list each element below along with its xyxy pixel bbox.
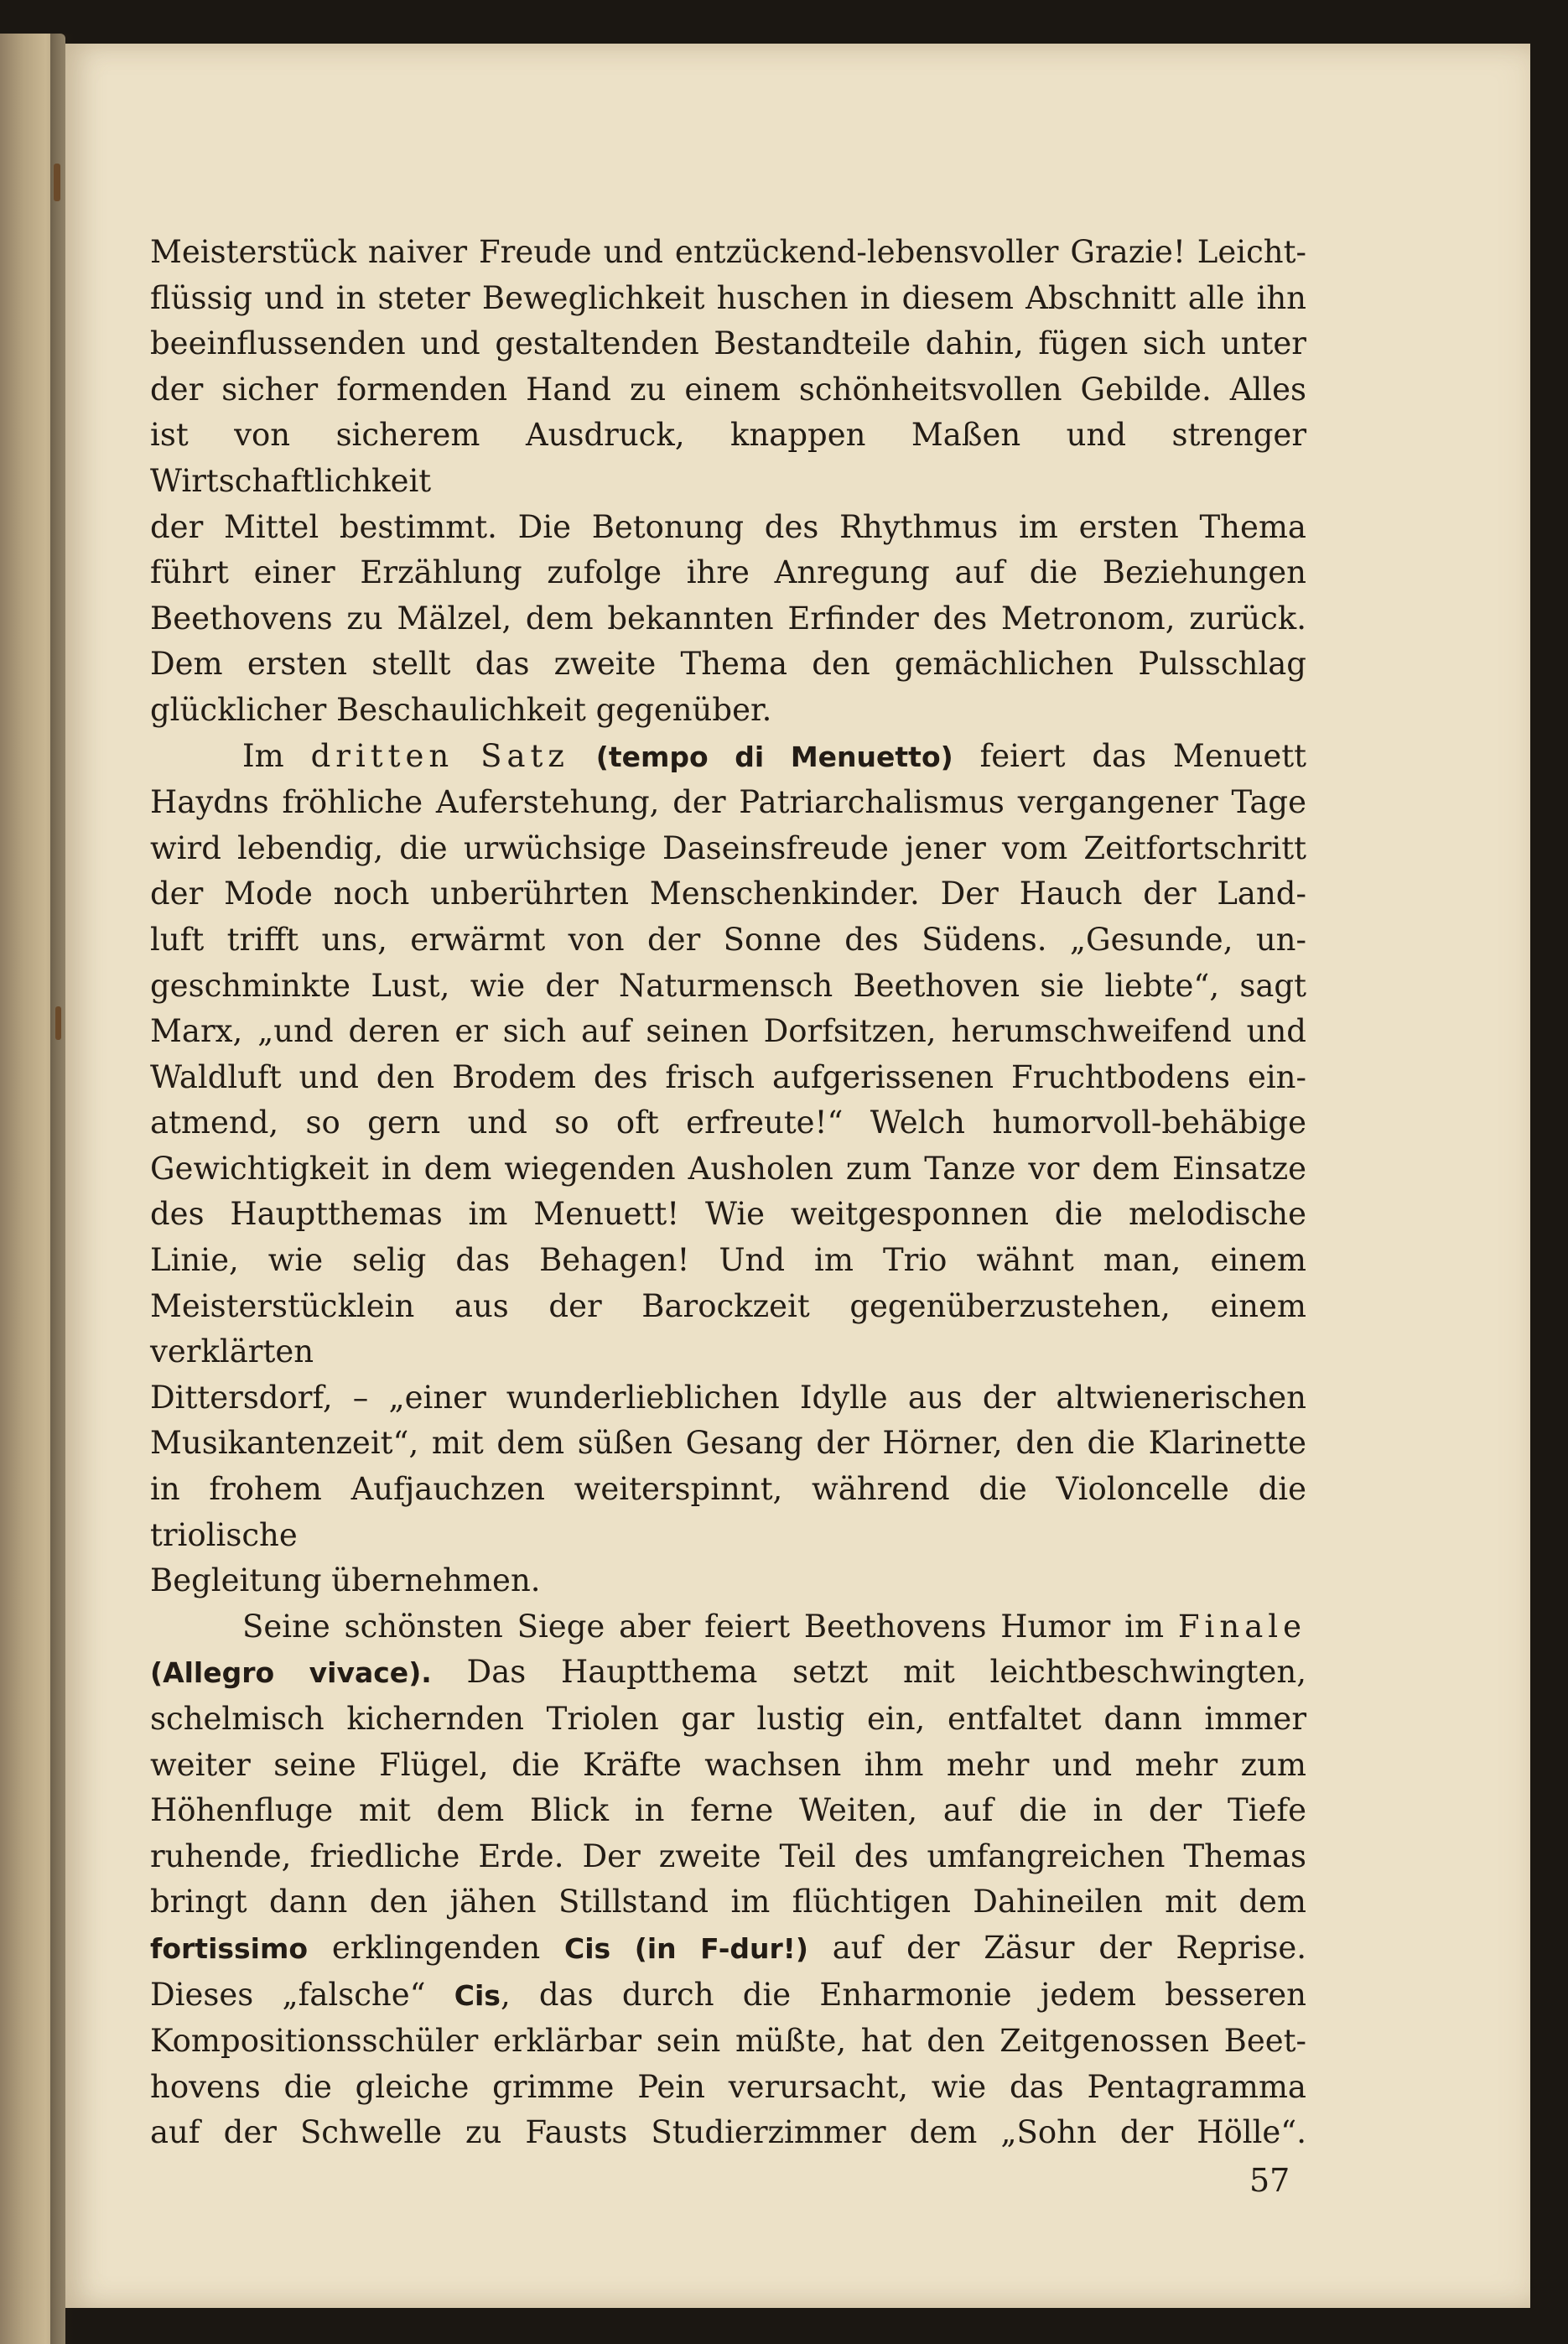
text-line: auf der Schwelle zu Fausts Studierzimmer dem „Sohn der Hölle“. [150,2114,1306,2151]
text-line: ruhende, friedliche Erde. Der zweite Teil des umfangreichen Themas [150,1837,1306,1874]
text-line: in frohem Aufjauchzen weiterspinnt, während die Violoncelle die triolische [150,1471,1306,1553]
text-line: schelmisch kichernden Triolen gar lustig ein, entfaltet dann immer [150,1701,1306,1737]
text-line: luft trifft uns, erwärmt von der Sonne des Südens. „Gesunde, un- [150,921,1306,958]
text-line: Meisterstück naiver Freude und entzückend-lebensvoller Grazie! Leicht- [150,234,1306,270]
text-line: Gewichtigkeit in dem wiegenden Ausholen zum Tanze vor dem Einsatze [150,1150,1306,1187]
text-line: flüssig und in steter Beweglichkeit huschen in diesem Abschnitt alle ihn [150,279,1306,316]
text-line: bringt dann den jähen Stillstand im flüchtigen Dahineilen mit dem [150,1884,1306,1920]
text-line: Musikantenzeit“, mit dem süßen Gesang der Hörner, den die Klarinette [150,1425,1306,1462]
text-line: geschminkte Lust, wie der Naturmensch Beethoven sie liebte“, sagt [150,967,1306,1004]
text-line: Linie, wie selig das Behagen! Und im Trio wähnt man, einem [150,1242,1306,1279]
text-line: Im dritten Satz (tempo di Menuetto) feiert das Menuett [242,737,1307,774]
text-line: Beethovens zu Mälzel, dem bekannten Erfinder des Metronom, zurück. [150,600,1306,637]
text-line: des Hauptthemas im Menuett! Wie weitgesponnen die melodische [150,1196,1306,1233]
text-line: wird lebendig, die urwüchsige Daseinsfreude jener vom Zeitfortschritt [150,829,1306,866]
text-line: Meisterstücklein aus der Barockzeit gegenüberzustehen, einem verklärten [150,1287,1306,1370]
text-line: Marx, „und deren er sich auf seinen Dorfsitzen, herumschweifend und [150,1013,1306,1050]
text-line: hovens die gleiche grimme Pein verursacht, wie das Pentagramma [150,2068,1306,2105]
text-line: glücklicher Beschaulichkeit gegenüber. [150,691,772,728]
text-line: Dieses „falsche“ Cis, das durch die Enharmonie jedem besseren [150,1976,1306,2013]
text-line: der Mode noch unberührten Menschenkinder. Der Hauch der Land- [150,876,1306,912]
text-line: Haydns fröhliche Auferstehung, der Patriarchalismus vergangener Tage [150,784,1306,821]
text-line: beeinflussenden und gestaltenden Bestandteile dahin, fügen sich unter [150,325,1306,362]
text-line: Dittersdorf, – „einer wunderlieblichen Idylle aus der altwienerischen [150,1379,1306,1416]
binding-mark [55,1006,61,1040]
text-line: Begleitung übernehmen. [150,1562,541,1599]
page-number: 57 [1249,2162,1290,2199]
text-line: der Mittel bestimmt. Die Betonung des Rhythmus im ersten Thema [150,508,1306,545]
text-line: ist von sicherem Ausdruck, knappen Maßen und strenger Wirtschaftlichkeit [150,417,1306,499]
text-line: Kompositionsschüler erklärbar sein müßte, hat den Zeitgenossen Beet- [150,2023,1306,2060]
text-line: weiter seine Flügel, die Kräfte wachsen ihm mehr und mehr zum [150,1746,1306,1783]
text-line: fortissimo erklingenden Cis (in F-dur!) auf der Zäsur der Reprise. [150,1929,1307,1966]
text-line: führt einer Erzählung zufolge ihre Anregung auf die Beziehungen [150,554,1306,591]
body-text [150,230,1306,2156]
text-line: Höhenfluge mit dem Blick in ferne Weiten, auf die in der Tiefe [150,1792,1306,1829]
text-line: Waldluft und den Brodem des frisch aufgerissenen Fruchtbodens ein- [150,1058,1306,1095]
binding-mark [54,164,60,201]
text-line: der sicher formenden Hand zu einem schönheitsvollen Gebilde. Alles [150,371,1306,408]
text-line: atmend, so gern und so oft erfreute!“ Welch humorvoll-behäbige [150,1104,1306,1141]
text-line: Seine schönsten Siege aber feiert Beethovens Humor im Finale [242,1608,1306,1645]
text-line: Dem ersten stellt das zweite Thema den gemächlichen Pulsschlag [150,646,1306,683]
text-line: (Allegro vivace). Das Hauptthema setzt mit leichtbeschwingten, [150,1654,1306,1691]
